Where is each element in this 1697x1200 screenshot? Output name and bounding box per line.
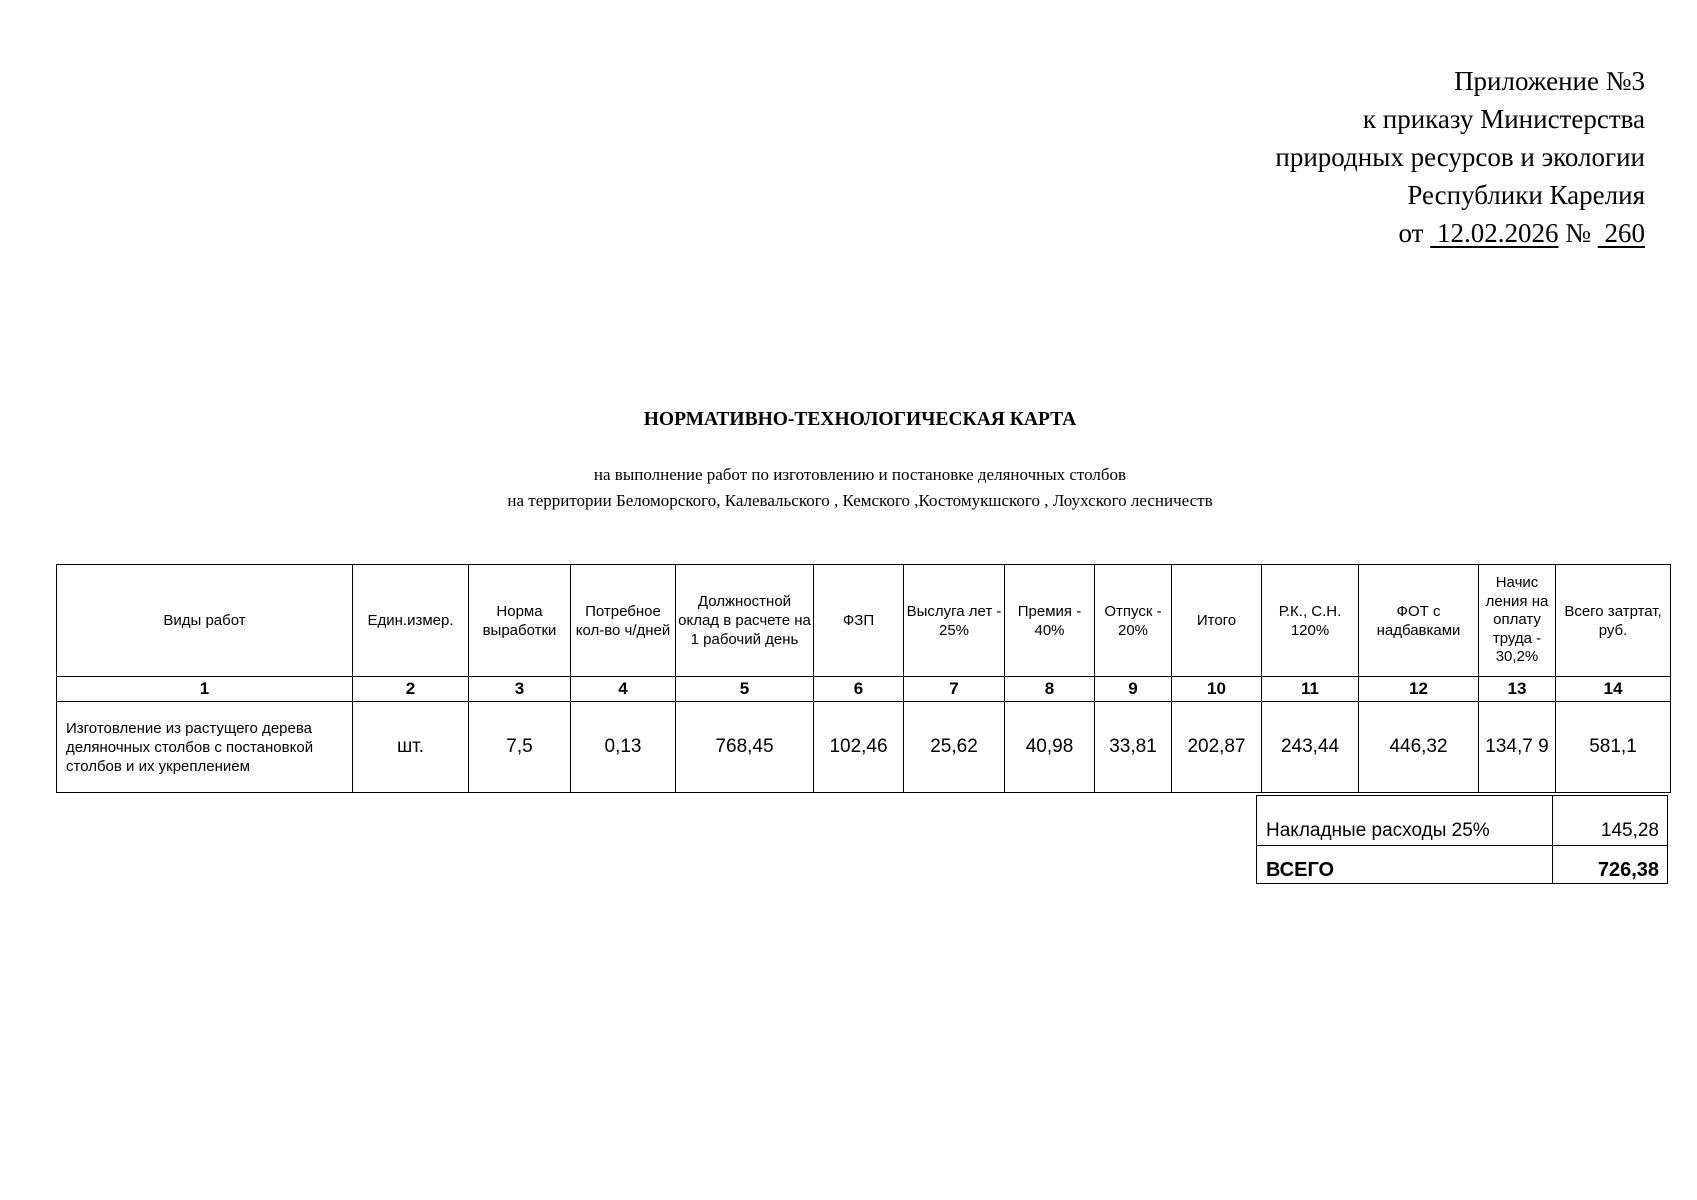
header-cell: Начис ления на оплату труда - 30,2% xyxy=(1479,565,1556,677)
column-number: 7 xyxy=(904,677,1005,702)
appendix-date-line xyxy=(1275,214,1645,252)
norm-cell: 7,5 xyxy=(469,702,571,793)
grand-total-label: ВСЕГО xyxy=(1257,846,1553,884)
row-total-cell: 581,1 xyxy=(1556,702,1671,793)
document-subtitle xyxy=(0,462,1697,514)
grand-total-value: 726,38 xyxy=(1553,846,1668,884)
regional-coefficient-cell: 243,44 xyxy=(1262,702,1359,793)
header-cell: ФОТ с надбавками xyxy=(1359,565,1479,677)
header-cell: Р.К., С.Н. 120% xyxy=(1262,565,1359,677)
subtitle-line-1: на выполнение работ по изготовлению и постановке деляночных столбов xyxy=(593,465,1127,484)
overhead-value: 145,28 xyxy=(1553,796,1668,846)
grand-total-row xyxy=(1257,846,1668,884)
man-days-cell: 0,13 xyxy=(571,702,676,793)
header-cell: Должностной оклад в расчете на 1 рабочий день xyxy=(676,565,814,677)
bonus-cell: 40,98 xyxy=(1005,702,1095,793)
column-number: 9 xyxy=(1095,677,1172,702)
header-cell: Премия - 40% xyxy=(1005,565,1095,677)
vacation-cell: 33,81 xyxy=(1095,702,1172,793)
document-title: НОРМАТИВНО-ТЕХНОЛОГИЧЕСКАЯ КАРТА xyxy=(643,409,1077,430)
order-number: 260 xyxy=(1604,218,1645,248)
fzp-cell: 102,46 xyxy=(814,702,904,793)
column-number: 5 xyxy=(676,677,814,702)
fot-cell: 446,32 xyxy=(1359,702,1479,793)
header-cell: Выслуга лет - 25% xyxy=(904,565,1005,677)
column-number: 2 xyxy=(353,677,469,702)
header-cell: Итого xyxy=(1172,565,1262,677)
appendix-line-1: Приложение №3 xyxy=(1454,66,1645,96)
column-number: 12 xyxy=(1359,677,1479,702)
number-sign: № xyxy=(1565,218,1591,248)
salary-cell: 768,45 xyxy=(676,702,814,793)
date-prefix: от xyxy=(1398,218,1424,248)
subtotal-cell: 202,87 xyxy=(1172,702,1262,793)
unit-cell: шт. xyxy=(353,702,469,793)
overhead-label: Накладные расходы 25% xyxy=(1257,796,1553,846)
column-number: 6 xyxy=(814,677,904,702)
cost-table xyxy=(56,564,1671,793)
appendix-line-4: Республики Карелия xyxy=(1407,180,1645,210)
header-cell: ФЗП xyxy=(814,565,904,677)
overhead-row xyxy=(1257,796,1668,846)
column-number: 14 xyxy=(1556,677,1671,702)
accruals-cell: 134,7 9 xyxy=(1479,702,1556,793)
column-number: 3 xyxy=(469,677,571,702)
header-cell: Отпуск - 20% xyxy=(1095,565,1172,677)
header-cell: Виды работ xyxy=(57,565,353,677)
column-number-row xyxy=(57,677,1671,702)
table-row xyxy=(57,702,1671,793)
column-number: 11 xyxy=(1262,677,1359,702)
order-date: 12.02.2026 xyxy=(1436,218,1559,248)
appendix-block xyxy=(1275,62,1645,252)
column-number: 8 xyxy=(1005,677,1095,702)
work-type-cell: Изготовление из растущего дерева деляночных столбов с постановкой столбов и их укреплением xyxy=(57,702,353,793)
column-number: 4 xyxy=(571,677,676,702)
column-number: 13 xyxy=(1479,677,1556,702)
appendix-line-3: природных ресурсов и экологии xyxy=(1275,142,1645,172)
header-cell: Един.измер. xyxy=(353,565,469,677)
appendix-line-2: к приказу Министерства xyxy=(1362,104,1645,134)
summary-table xyxy=(1256,795,1668,884)
header-row xyxy=(57,565,1671,677)
column-number: 1 xyxy=(57,677,353,702)
header-cell: Всего затртат, руб. xyxy=(1556,565,1671,677)
subtitle-line-2: на территории Беломорского, Калевальского , Кемского ,Костомукшского , Лоухского лесничеств xyxy=(507,491,1213,510)
column-number: 10 xyxy=(1172,677,1262,702)
header-cell: Норма выработки xyxy=(469,565,571,677)
seniority-cell: 25,62 xyxy=(904,702,1005,793)
header-cell: Потребное кол-во ч/дней xyxy=(571,565,676,677)
